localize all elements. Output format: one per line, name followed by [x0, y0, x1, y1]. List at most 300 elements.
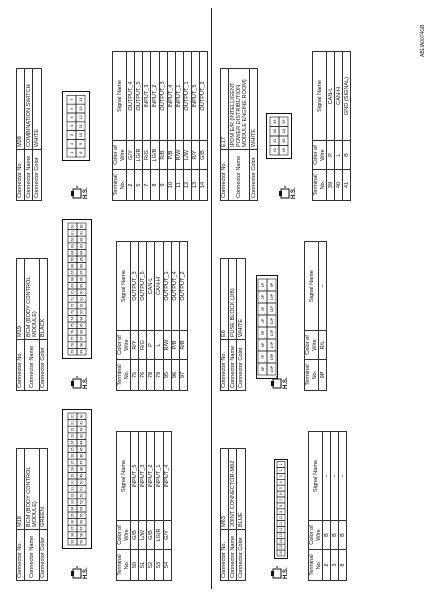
pin-label: 73 — [70, 310, 75, 314]
col-terminal-no: Terminal No. — [309, 550, 323, 581]
table-row — [331, 432, 339, 581]
pin-label: 7 — [68, 98, 74, 101]
signal-name-cell: – — [323, 432, 331, 521]
pin-label: 8 — [77, 151, 83, 154]
connector-no-value: M28 — [17, 69, 25, 150]
connector-header-table — [220, 258, 246, 391]
wire-color-cell: LG/R — [155, 521, 163, 550]
wire-color-cell: G/Y — [163, 521, 171, 550]
terminal-cell: 14 — [199, 170, 207, 201]
pin-label: 53 — [79, 500, 84, 504]
table-row — [179, 242, 187, 391]
signal-name-cell: CAN-L — [327, 52, 335, 141]
connector-panel-m63 — [220, 401, 346, 581]
label-connector-color: Connector Color — [39, 530, 47, 581]
connector-color-value: BLACK — [39, 259, 47, 340]
pin-label: 6 — [68, 107, 74, 110]
signal-name-cell: INPUT_3 — [139, 432, 147, 521]
connector-face-m63 — [274, 459, 288, 559]
terminal-cell: 79 — [155, 360, 163, 391]
label-connector-name: Connector Name — [25, 340, 40, 391]
pin-label: 3P — [260, 306, 265, 312]
connector-name-value: BCM (BODY CONTROL MODULE) — [25, 449, 40, 530]
pin-label: 47 — [79, 460, 84, 465]
terminal-cell: 7 — [143, 170, 151, 201]
terminal-cell: 76 — [139, 360, 147, 391]
connector-name-value: FUSE BLOCK (J/B) — [229, 259, 237, 340]
col-color-of-wire: Color of Wire — [117, 521, 131, 550]
signal-name-cell: OUTPUT_4 — [127, 52, 135, 141]
pin-label: 46 — [280, 148, 286, 153]
pin-label: 88 — [79, 277, 84, 281]
table-row — [183, 52, 191, 201]
connector-header-table — [16, 68, 42, 201]
pin-label: 92 — [79, 303, 84, 308]
pin-label: 21 — [70, 421, 75, 425]
pin-label: 50 — [79, 480, 84, 485]
pin-label: 45 — [280, 138, 286, 143]
table-row — [151, 52, 159, 201]
pin-table-m63 — [308, 431, 347, 581]
terminal-cell: 9 — [159, 170, 167, 201]
wire-color-cell: G/Y — [127, 141, 135, 170]
table-row — [147, 242, 155, 391]
signal-name-cell: GND (SIGNAL) — [343, 52, 351, 141]
pin-label: 11 — [279, 521, 284, 526]
pin-label: 85 — [79, 257, 84, 262]
wire-color-cell: R/B — [159, 141, 167, 170]
table-row — [127, 52, 135, 201]
connector-face-e6 — [256, 275, 278, 379]
pin-label: 4 — [68, 125, 74, 128]
pin-label: 54 — [79, 506, 84, 511]
wire-color-cell: P — [147, 331, 155, 360]
wire-color-cell: B — [323, 521, 331, 550]
col-color-of-wire: Color of Wire — [117, 331, 131, 360]
pin-label: 39 — [70, 539, 75, 544]
pin-label: 48 — [79, 467, 84, 471]
pin-label: 40 — [271, 129, 277, 134]
pin-label: 2 — [279, 469, 284, 472]
pin-label: 30 — [70, 480, 75, 485]
connector-color-value: WHITE — [33, 69, 41, 150]
pin-table-m28 — [112, 51, 208, 201]
signal-name-cell: INPUT_3 — [143, 52, 151, 141]
wire-color-cell: R/W — [175, 141, 183, 170]
connector-color-value: WHITE — [250, 69, 258, 150]
pin-label: 27 — [70, 460, 75, 465]
hs-label: H.S. — [291, 187, 297, 199]
pin-label: 81 — [79, 231, 84, 235]
pin-label: 68 — [70, 277, 75, 281]
signal-name-cell: OUTPUT_3 — [159, 52, 167, 141]
hs-label: H.S. — [283, 567, 289, 579]
pin-label: 84 — [79, 250, 84, 255]
pin-label: 10 — [77, 132, 83, 138]
connector-name-value: JOINT CONNECTOR-M02 — [229, 449, 237, 530]
pin-label: 14 — [279, 539, 284, 544]
col-signal-name: Signal Name — [117, 242, 131, 331]
wire-color-cell: L — [155, 331, 163, 360]
signal-name-cell: INPUT_2 — [147, 432, 155, 521]
signal-name-cell: INPUT_1 — [155, 432, 163, 521]
pin-label: 5 — [279, 487, 284, 490]
pin-label: 64 — [70, 250, 75, 255]
pin-table-e6 — [304, 241, 327, 391]
pin-label: 12 — [77, 115, 83, 120]
terminal-cell: 9P — [319, 360, 327, 391]
signal-name-cell: – — [339, 432, 347, 521]
pin-label: 66 — [70, 264, 75, 268]
col-terminal-no: Terminal No. — [117, 550, 131, 581]
table-row — [319, 242, 327, 391]
pin-label: 45 — [79, 447, 84, 452]
col-terminal-no: Terminal No. — [113, 170, 127, 201]
label-connector-no: Connector No. — [17, 340, 25, 391]
signal-name-cell: INPUT_4 — [167, 52, 175, 141]
pin-label: 98 — [79, 343, 84, 347]
pin-label: 31 — [70, 487, 75, 491]
wire-color-cell: G/B — [131, 521, 139, 550]
terminal-cell: 12 — [183, 170, 191, 201]
pin-label: 24 — [70, 440, 75, 445]
wire-color-cell: G/B — [199, 141, 207, 170]
wire-color-cell: R/G — [139, 331, 147, 360]
pin-label: 59 — [79, 539, 84, 544]
pin-label: 58 — [79, 533, 84, 537]
connector-no-value: E6 — [221, 259, 229, 340]
col-color-of-wire: Color of Wire — [305, 331, 319, 360]
terminal-cell: 10 — [167, 170, 175, 201]
table-row — [323, 432, 331, 581]
wire-color-cell: P/B — [171, 331, 179, 360]
pin-label: 55 — [79, 513, 84, 518]
connector-header-table — [220, 68, 258, 201]
pin-label: 9 — [77, 142, 83, 145]
pin-label: 60 — [70, 224, 75, 229]
terminal-cell: 97 — [179, 360, 187, 391]
pin-label: 8 — [279, 504, 284, 507]
pin-label: 5 — [68, 116, 74, 119]
pin-label: 40 — [79, 414, 84, 419]
pin-label: 2P — [260, 294, 265, 300]
table-row — [131, 242, 139, 391]
table-row — [155, 242, 163, 391]
signal-name-cell: INPUT_2 — [151, 52, 159, 141]
pin-label: 44 — [79, 440, 84, 445]
terminal-cell: 8 — [339, 550, 347, 581]
label-connector-color: Connector Color — [33, 150, 41, 201]
wire-color-cell: R/L — [319, 331, 327, 360]
signal-name-cell: INPUT_5 — [131, 432, 139, 521]
signal-name-cell: OUTPUT_1 — [183, 52, 191, 141]
connector-name-value: BCM (BODY CONTROL MODULE) — [25, 259, 40, 340]
pin-label: 95 — [79, 323, 84, 328]
pin-label: 36 — [70, 520, 75, 524]
pin-label: 26 — [70, 454, 75, 458]
pin-label: 1 — [68, 151, 74, 154]
col-signal-name: Signal Name — [309, 432, 323, 521]
pin-label: 41 — [79, 421, 84, 425]
pin-label: 65 — [70, 257, 75, 262]
hs-label: H.S. — [283, 377, 289, 389]
pin-label: 42 — [79, 427, 84, 432]
pin-label: 94 — [79, 316, 84, 321]
col-signal-name: Signal Name — [305, 242, 319, 331]
label-connector-name: Connector Name — [25, 150, 33, 201]
pin-label: 12P — [269, 317, 274, 325]
signal-name-cell: OUTPUT_5 — [135, 52, 143, 141]
pin-label: 43 — [280, 119, 286, 124]
pin-label: 97 — [79, 336, 84, 341]
table-row — [159, 52, 167, 201]
connector-panel-m18 — [16, 401, 170, 581]
pin-label: 20 — [70, 414, 75, 419]
figure-code: ABLIA0074GB — [420, 24, 426, 57]
pin-label: 13 — [279, 533, 284, 538]
connector-face-m18 — [62, 409, 92, 549]
col-color-of-wire: Color of Wire — [113, 141, 127, 170]
wire-color-cell: R/G — [143, 141, 151, 170]
wire-color-cell: B — [339, 521, 347, 550]
pin-label: 14P — [269, 341, 274, 349]
pin-label: 35 — [70, 513, 75, 518]
label-connector-no: Connector No. — [17, 530, 25, 581]
connector-no-value: M18 — [17, 449, 25, 530]
pin-label: 5P — [260, 330, 265, 336]
pin-label: 89 — [79, 283, 84, 288]
signal-name-cell: OUTPUT_5 — [139, 242, 147, 331]
label-connector-name: Connector Name — [229, 530, 237, 581]
terminal-cell: 2 — [127, 170, 135, 201]
terminal-cell: 5 — [135, 170, 143, 201]
pin-label: 16P — [269, 365, 274, 373]
pin-label: 4 — [279, 481, 284, 484]
pin-label: 83 — [79, 244, 84, 248]
hs-connector-icon — [278, 185, 290, 199]
pin-label: 56 — [79, 520, 84, 524]
col-signal-name: Signal Name — [113, 52, 127, 141]
signal-name-cell: OUTPUT_4 — [171, 242, 179, 331]
connector-face-m19 — [62, 219, 92, 359]
terminal-cell: 3 — [331, 550, 339, 581]
pin-label: 9P — [269, 282, 274, 288]
signal-name-cell: CAN-H — [155, 242, 163, 331]
pin-label: 15P — [269, 353, 274, 361]
pin-label: 99 — [79, 349, 84, 354]
pin-label: 72 — [70, 303, 75, 308]
wire-color-cell: G/B — [147, 521, 155, 550]
pin-label: 1 — [279, 463, 284, 466]
pin-label: 42 — [271, 148, 277, 153]
pin-table-e17 — [312, 51, 351, 201]
pin-label: 1P — [260, 282, 265, 288]
connector-face-e17 — [266, 113, 292, 159]
pin-label: 16 — [279, 551, 284, 555]
label-connector-color: Connector Color — [237, 530, 245, 581]
pin-label: 51 — [79, 487, 84, 491]
table-row — [327, 52, 335, 201]
pin-label: 13 — [77, 106, 83, 111]
table-row — [167, 52, 175, 201]
pin-label: 78 — [70, 343, 75, 347]
pin-label: 11 — [77, 124, 83, 129]
signal-name-cell: CAN-L — [147, 242, 155, 331]
pin-label: 3 — [279, 475, 284, 478]
wire-color-cell: L — [335, 141, 343, 170]
terminal-cell: 51 — [139, 550, 147, 581]
wire-color-cell: B — [343, 141, 351, 170]
table-row — [191, 52, 199, 201]
pin-label: 10 — [279, 515, 284, 520]
table-row — [339, 432, 347, 581]
connector-name-value: COMBINATION SWITCH — [25, 69, 33, 150]
terminal-cell: 13 — [191, 170, 199, 201]
label-connector-name: Connector Name — [229, 150, 250, 201]
hs-connector-icon — [70, 375, 82, 389]
pin-label: 77 — [70, 336, 75, 341]
terminal-cell: 96 — [171, 360, 179, 391]
pin-label: 79 — [70, 349, 75, 354]
signal-name-cell: OUTPUT_2 — [179, 242, 187, 331]
pin-label: 2 — [68, 142, 74, 145]
table-row — [155, 432, 163, 581]
connector-header-table — [16, 258, 48, 391]
table-row — [139, 432, 147, 581]
table-row — [175, 52, 183, 201]
col-signal-name: Signal Name — [117, 432, 131, 521]
terminal-cell: 8 — [151, 170, 159, 201]
terminal-cell: 39 — [327, 170, 335, 201]
signal-name-cell: – — [331, 432, 339, 521]
terminal-cell: 41 — [343, 170, 351, 201]
pin-label: 34 — [70, 506, 75, 511]
pin-label: 75 — [70, 323, 75, 328]
connector-panel-m19 — [16, 211, 186, 391]
hs-label: H.S. — [83, 187, 89, 199]
pin-label: 13P — [269, 329, 274, 337]
section-divider — [211, 8, 212, 589]
pin-label: 90 — [79, 290, 84, 295]
connector-face-m28 — [62, 91, 90, 161]
pin-label: 15 — [279, 545, 284, 550]
wire-color-cell: LG/R — [135, 141, 143, 170]
pin-label: 22 — [70, 427, 75, 432]
pin-label: 86 — [79, 264, 84, 268]
pin-label: 71 — [70, 297, 75, 301]
pin-label: 57 — [79, 526, 84, 531]
terminal-cell: 40 — [335, 170, 343, 201]
connector-color-value: WHITE — [237, 259, 245, 340]
pin-label: 46 — [79, 454, 84, 458]
terminal-cell: 50 — [131, 550, 139, 581]
pin-label: 39 — [271, 119, 277, 124]
connector-color-value: BLUE — [237, 449, 245, 530]
label-connector-color: Connector Color — [250, 150, 258, 201]
connector-no-value: E17 — [221, 69, 229, 150]
hs-label: H.S. — [83, 567, 89, 579]
table-row — [143, 52, 151, 201]
pin-label: 37 — [70, 526, 75, 531]
signal-name-cell: OUTPUT_1 — [163, 242, 171, 331]
pin-label: 7 — [279, 499, 284, 501]
connector-header-table — [220, 448, 246, 581]
connector-no-value: M19 — [17, 259, 25, 340]
wire-color-cell: L/W — [183, 141, 191, 170]
signal-name-cell: – — [319, 242, 327, 331]
col-color-of-wire: Color of Wire — [309, 521, 323, 550]
signal-name-cell: OUTPUT_2 — [199, 52, 207, 141]
label-connector-no: Connector No. — [17, 150, 25, 201]
hs-label: H.S. — [83, 377, 89, 389]
pin-label: 52 — [79, 493, 84, 498]
terminal-cell: 75 — [131, 360, 139, 391]
hs-connector-icon — [70, 185, 82, 199]
pin-label: 12 — [279, 527, 284, 532]
signal-name-cell: INPUT_1 — [175, 52, 183, 141]
col-signal-name: Signal Name — [313, 52, 327, 141]
wire-color-cell: R/W — [163, 331, 171, 360]
signal-name-cell: INPUT_5 — [191, 52, 199, 141]
wire-color-cell: B — [331, 521, 339, 550]
connector-panel-m28 — [16, 11, 206, 201]
pin-label: 41 — [271, 138, 277, 143]
wire-color-cell: L/W — [139, 521, 147, 550]
wire-color-cell: R/Y — [131, 331, 139, 360]
pin-table-m19 — [116, 241, 188, 391]
table-row — [343, 52, 351, 201]
label-connector-no: Connector No. — [221, 150, 229, 201]
connector-no-value: M63 — [221, 449, 229, 530]
pin-label: 80 — [79, 224, 84, 229]
terminal-cell: 11 — [175, 170, 183, 201]
label-connector-name: Connector Name — [229, 340, 237, 391]
connector-panel-e17 — [220, 11, 350, 201]
hs-connector-icon — [270, 565, 282, 579]
pin-label: 44 — [280, 129, 286, 134]
pin-label: 29 — [70, 473, 75, 478]
terminal-cell: 52 — [147, 550, 155, 581]
pin-label: 82 — [79, 237, 84, 242]
hs-connector-icon — [70, 565, 82, 579]
wire-color-cell: P/B — [167, 141, 175, 170]
label-connector-name: Connector Name — [25, 530, 40, 581]
terminal-cell: 78 — [147, 360, 155, 391]
pin-label: 76 — [70, 330, 75, 334]
terminal-cell: 54 — [163, 550, 171, 581]
pin-label: 43 — [79, 434, 84, 438]
pin-label: 87 — [79, 270, 84, 275]
wire-color-cell: R/B — [179, 331, 187, 360]
pin-label: 11P — [269, 305, 274, 313]
pin-label: 8P — [260, 366, 265, 372]
terminal-cell: 2 — [323, 550, 331, 581]
table-row — [131, 432, 139, 581]
table-row — [135, 52, 143, 201]
table-row — [139, 242, 147, 391]
pin-label: 93 — [79, 310, 84, 314]
signal-name-cell: INPUT_4 — [163, 432, 171, 521]
label-connector-color: Connector Color — [237, 340, 245, 391]
connector-color-value: GREEN — [39, 449, 47, 530]
pin-label: 96 — [79, 330, 84, 334]
terminal-cell: 95 — [163, 360, 171, 391]
pin-label: 6 — [279, 493, 284, 495]
wire-color-cell: LG/B — [151, 141, 159, 170]
table-row — [163, 432, 171, 581]
connector-name-value: IPDM E/R (INTELLIGENT POWER DISTRIBUTION MODULE ENGINE ROOM) — [229, 69, 250, 150]
pin-label: 28 — [70, 467, 75, 471]
